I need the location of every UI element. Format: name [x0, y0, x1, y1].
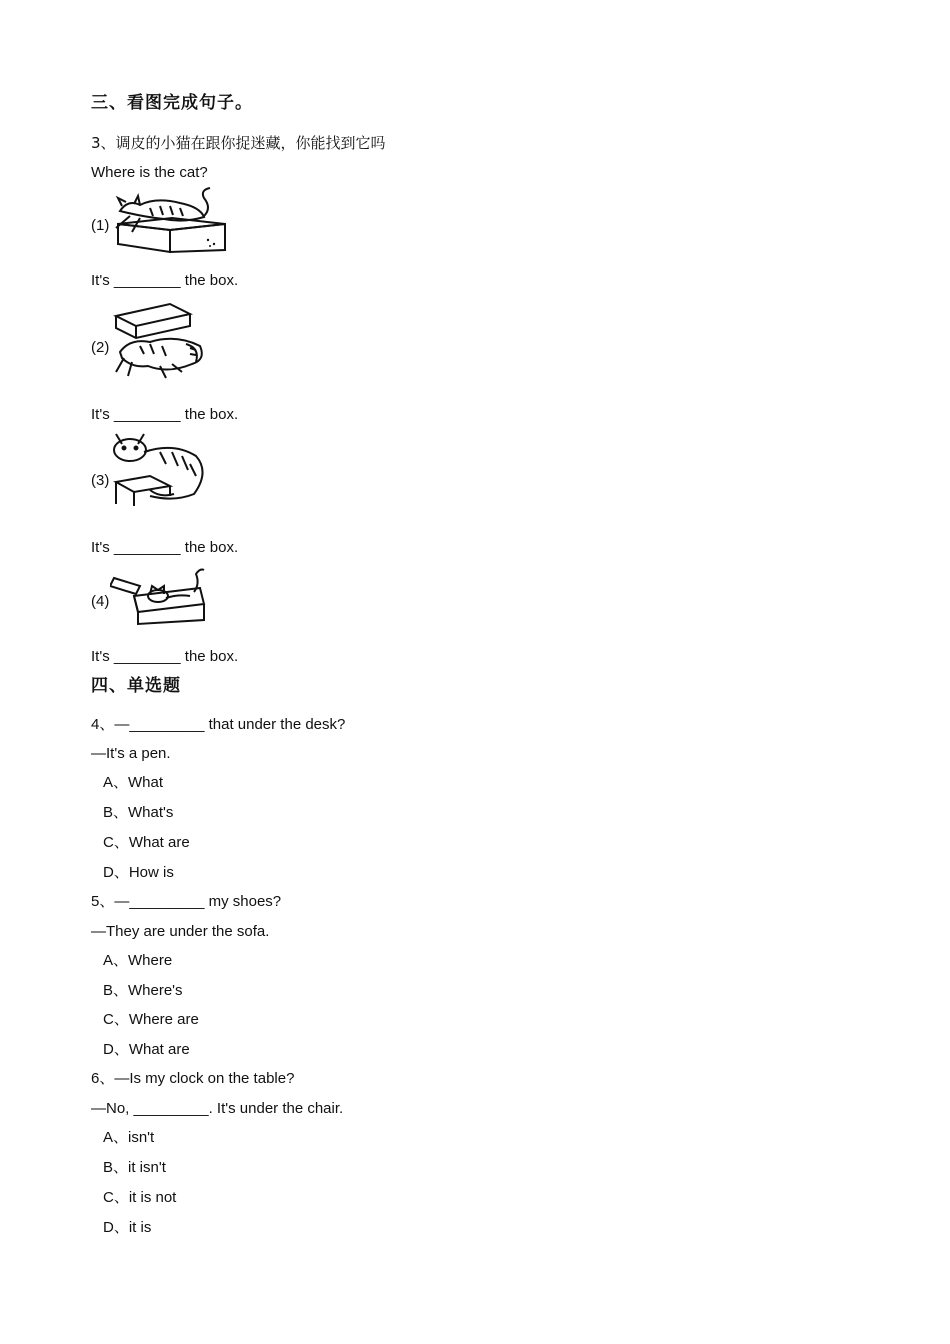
item-1-answer: It's ________ the box. [91, 272, 239, 289]
item-3-label: (3) [91, 472, 110, 489]
cat-in-box-icon [110, 566, 210, 628]
question-5-option-b[interactable]: B、Where's [103, 982, 183, 999]
question-5-option-c[interactable]: C、Where are [103, 1011, 199, 1028]
question-6-option-b[interactable]: B、it isn't [103, 1159, 166, 1176]
item-1-label: (1) [91, 217, 110, 234]
question-6-option-a[interactable]: A、isn't [103, 1129, 155, 1146]
question-6-option-c[interactable]: C、it is not [103, 1189, 177, 1206]
item-2-answer: It's ________ the box. [91, 406, 239, 423]
question-4-reply: —It's a pen. [91, 745, 171, 762]
question-4-option-b[interactable]: B、What's [103, 804, 174, 821]
question-5-reply: —They are under the sofa. [91, 923, 270, 940]
section-3-heading: 三、看图完成句子。 [91, 93, 253, 113]
question-4-option-c[interactable]: C、What are [103, 834, 190, 851]
question-6-reply: —No, _________. It's under the chair. [91, 1100, 344, 1117]
section-4-heading: 四、单选题 [91, 676, 181, 696]
item-2-label: (2) [91, 339, 110, 356]
question-6-stem: 6、—Is my clock on the table? [91, 1070, 295, 1087]
question-3-prompt: Where is the cat? [91, 164, 208, 181]
question-4-stem: 4、—_________ that under the desk? [91, 716, 346, 733]
question-4-option-d[interactable]: D、How is [103, 864, 174, 881]
cat-under-box-icon [110, 300, 210, 384]
cat-beside-box-icon [110, 430, 210, 510]
question-4-option-a[interactable]: A、What [103, 774, 164, 791]
question-6-option-d[interactable]: D、it is [103, 1219, 152, 1236]
question-5-option-a[interactable]: A、Where [103, 952, 173, 969]
item-4-answer: It's ________ the box. [91, 648, 239, 665]
question-3-stem: 3、调皮的小猫在跟你捉迷藏，你能找到它吗 [91, 134, 386, 152]
item-4-label: (4) [91, 593, 110, 610]
question-5-option-d[interactable]: D、What are [103, 1041, 190, 1058]
cat-on-box-icon [110, 186, 230, 256]
question-5-stem: 5、—_________ my shoes? [91, 893, 282, 910]
item-3-answer: It's ________ the box. [91, 539, 239, 556]
